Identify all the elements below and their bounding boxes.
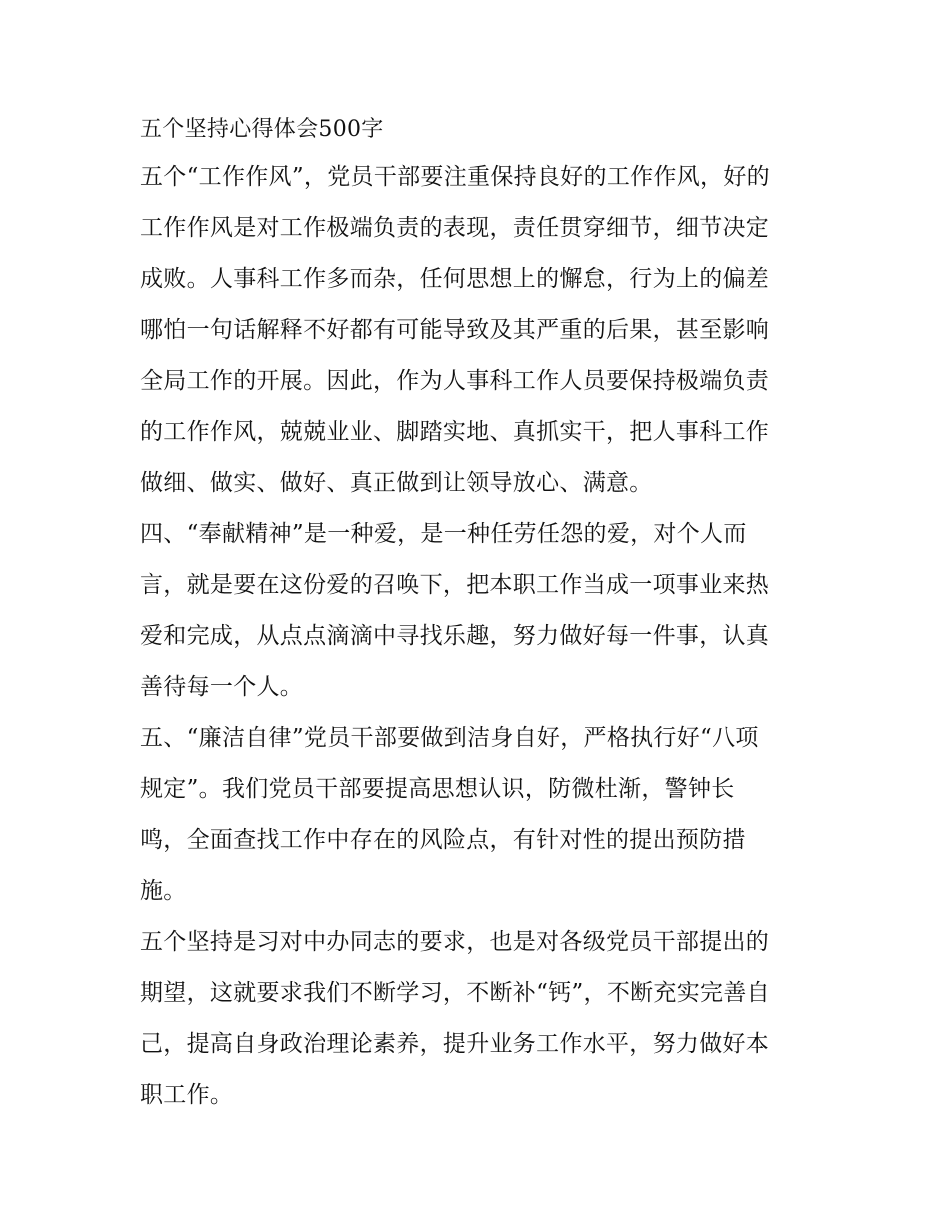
- text-line: 己，提高自身政治理论素养，提升业务工作水平，努力做好本: [140, 1031, 770, 1057]
- text-line: 四、“奉献精神”是一种爱，是一种任劳任怨的爱，对个人而: [140, 521, 747, 547]
- text-line: 的工作作风，兢兢业业、脚踏实地、真抓实干，把人事科工作: [140, 419, 770, 445]
- text-line: 工作作风是对工作极端负责的表现，责任贯穿细节，细节决定: [140, 215, 770, 241]
- text-line: 鸣，全面查找工作中存在的风险点，有针对性的提出预防措: [140, 827, 746, 853]
- text-line: 做细、做实、做好、真正做到让领导放心、满意。: [140, 470, 653, 496]
- text-line: 言，就是要在这份爱的召唤下，把本职工作当成一项事业来热: [140, 572, 770, 598]
- text-line: 规定”。我们党员干部要提高思想认识，防微杜渐，警钟长: [140, 776, 735, 802]
- paragraph-conclusion: [140, 917, 815, 1121]
- text-line: 五、“廉洁自律”党员干部要做到洁身自好，严格执行好“八项: [140, 725, 759, 751]
- text-line: 施。: [140, 878, 187, 904]
- document-title: 五个坚持心得体会500字: [140, 117, 384, 142]
- text-line: 职工作。: [140, 1082, 234, 1108]
- text-line: 爱和完成，从点点滴滴中寻找乐趣，努力做好每一件事，认真: [140, 623, 770, 649]
- text-line: 五个坚持是习对中办同志的要求，也是对各级党员干部提出的: [140, 929, 770, 955]
- text-line: 善待每一个人。: [140, 674, 304, 700]
- document-body: [140, 108, 815, 1121]
- text-line: 哪怕一句话解释不好都有可能导致及其严重的后果，甚至影响: [140, 317, 770, 343]
- text-line: 期望，这就要求我们不断学习，不断补“钙”，不断充实完善自: [140, 980, 770, 1006]
- text-line: 五个“工作作风”，党员干部要注重保持良好的工作作风，好的: [140, 164, 770, 190]
- paragraph-work-style: [140, 152, 815, 509]
- paragraph-dedication: [140, 509, 815, 713]
- text-line: 成败。人事科工作多而杂，任何思想上的懈怠，行为上的偏差: [140, 266, 770, 292]
- paragraph-integrity: [140, 713, 815, 917]
- text-line: 全局工作的开展。因此，作为人事科工作人员要保持极端负责: [140, 368, 770, 394]
